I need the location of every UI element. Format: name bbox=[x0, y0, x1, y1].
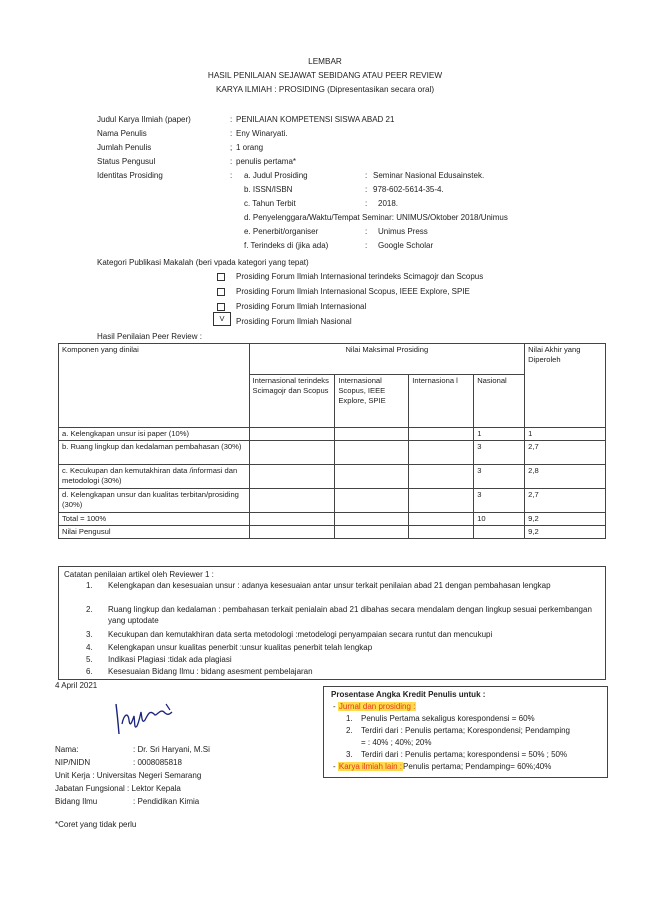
judul-value: PENILAIAN KOMPETENSI SISWA ABAD 21 bbox=[236, 115, 395, 124]
list-item bbox=[86, 667, 596, 676]
item-text: Kesesuaian Bidang Ilmu : bidang asesment pembelajaran bbox=[108, 667, 313, 676]
colon: : bbox=[365, 227, 368, 236]
row-akhir: 2,7 bbox=[525, 489, 606, 513]
kredit-title: Prosentase Angka Kredit Penulis untuk : bbox=[331, 690, 486, 699]
judul-label: Judul Karya Ilmiah (paper) bbox=[97, 115, 191, 124]
subheader-nasional: Nasional bbox=[474, 375, 525, 428]
nilai-akhir-header: Nilai Akhir yang Diperoleh bbox=[525, 344, 606, 428]
item-text: Ruang lingkup dan kedalaman : pembahasan terkait penialain abad 21 dibahas secara mendalam dengan lingkup sesuai perkembangan yang uptodate bbox=[108, 605, 592, 625]
issn-label: b. ISSN/ISBN bbox=[244, 185, 293, 194]
total-row bbox=[59, 513, 606, 526]
kredit-item-2-values: = : 40% ; 40%; 20% bbox=[361, 738, 432, 747]
tahun-label: c. Tahun Terbit bbox=[244, 199, 296, 208]
signature bbox=[110, 700, 180, 738]
reviewer-nip-value: : 0008085818 bbox=[133, 758, 182, 767]
item-number: 2. bbox=[346, 726, 353, 735]
row-komponen: c. Kecukupan dan kemutakhiran data /informasi dan metodologi (30%) bbox=[59, 465, 250, 489]
pengusul-akhir: 9,2 bbox=[525, 526, 606, 539]
row-nasional: 3 bbox=[474, 489, 525, 513]
penerbit-label: e. Penerbit/organiser bbox=[244, 227, 319, 236]
item-text: Indikasi Plagiasi :tidak ada plagiasi bbox=[108, 655, 232, 664]
karya-text: Penulis pertama; Pendamping= 60%;40% bbox=[403, 762, 552, 771]
item-number: 1. bbox=[86, 581, 93, 590]
subheader-internasional-scimagojr: Internasional terindeks Scimagojr dan Scopus bbox=[249, 375, 335, 428]
table-row bbox=[59, 489, 606, 513]
kategori-checkbox-2[interactable] bbox=[217, 288, 225, 296]
kredit-item-2: Terdiri dari : Penulis pertama; Korespondensi; Pendamping bbox=[361, 726, 571, 735]
table-row bbox=[59, 441, 606, 465]
colon: ; bbox=[230, 143, 233, 152]
penerbit-value: Unimus Press bbox=[378, 227, 428, 236]
colon: : bbox=[230, 157, 233, 166]
nilai-max-header: Nilai Maksimal Prosiding bbox=[249, 344, 525, 375]
colon: : bbox=[230, 171, 233, 180]
colon: : bbox=[230, 129, 233, 138]
row-komponen: b. Ruang lingkup dan kedalaman pembahasan (30%) bbox=[59, 441, 250, 465]
kategori-option-4: Prosiding Forum Ilmiah Nasional bbox=[236, 317, 352, 326]
status-value: penulis pertama* bbox=[236, 157, 297, 166]
reviewer-unit: Unit Kerja : Universitas Negeri Semarang bbox=[55, 771, 202, 780]
total-akhir: 9,2 bbox=[525, 513, 606, 526]
pengusul-label: Nilai Pengusul bbox=[59, 526, 250, 539]
item-number: 1. bbox=[346, 714, 353, 723]
identitas-label: Identitas Prosiding bbox=[97, 171, 163, 180]
row-komponen: a. Kelengkapan unsur isi paper (10%) bbox=[59, 428, 250, 441]
catatan-box bbox=[58, 566, 606, 680]
reviewer-jabatan: Jabatan Fungsional : Lektor Kepala bbox=[55, 784, 181, 793]
item-text: Kelengkapan unsur kualitas penerbit :unsur kualitas penerbit telah lengkap bbox=[108, 643, 373, 652]
reviewer-bidang-value: : Pendidikan Kimia bbox=[133, 797, 200, 806]
colon: : bbox=[365, 171, 368, 180]
results-table bbox=[58, 343, 606, 539]
subheader-internasional-scopus: Internasional Scopus, IEEE Explore, SPIE bbox=[335, 375, 409, 428]
row-akhir: 2,7 bbox=[525, 441, 606, 465]
item-number: 6. bbox=[86, 667, 93, 676]
kredit-item-3: Terdiri dari : Penulis pertama; korespondensi = 50% ; 50% bbox=[361, 750, 568, 759]
jurnal-label-row: - Jurnal dan prosiding : bbox=[333, 702, 416, 711]
kategori-checkbox-1[interactable] bbox=[217, 273, 225, 281]
list-item bbox=[86, 605, 596, 626]
judul-prosiding-label: a. Judul Prosiding bbox=[244, 171, 308, 180]
colon: : bbox=[365, 185, 368, 194]
jumlah-penulis-value: 1 orang bbox=[236, 143, 264, 152]
kategori-option-2: Prosiding Forum Ilmiah Internasional Scopus, IEEE Explore, SPIE bbox=[236, 287, 470, 296]
row-komponen: d. Kelengkapan unsur dan kualitas terbitan/prosiding (30%) bbox=[59, 489, 250, 513]
total-label: Total = 100% bbox=[59, 513, 250, 526]
row-nasional: 3 bbox=[474, 465, 525, 489]
issn-value: 978-602-5614-35-4. bbox=[373, 185, 444, 194]
karya-label: Karya ilmiah lain : bbox=[338, 762, 403, 771]
doc-subtitle: HASIL PENILAIAN SEJAWAT SEBIDANG ATAU PEER REVIEW bbox=[207, 71, 443, 80]
jurnal-label: Jurnal dan prosiding : bbox=[338, 702, 416, 711]
colon: : bbox=[365, 241, 368, 250]
item-text: Kelengkapan dan kesesuaian unsur : adanya kesesuaian antar unsur terkait penilaian abad 21 dengan pembahasan lengkap bbox=[108, 581, 551, 590]
terindeks-value: Google Scholar bbox=[378, 241, 434, 250]
total-nasional: 10 bbox=[474, 513, 525, 526]
kredit-item-1: Penulis Pertama sekaligus korespondensi = 60% bbox=[361, 714, 535, 723]
colon: : bbox=[230, 115, 233, 124]
list-item bbox=[86, 655, 596, 664]
kategori-option-1: Prosiding Forum Ilmiah Internasional terindeks Scimagojr dan Scopus bbox=[236, 272, 484, 281]
subheader-internasional: Internasiona l bbox=[409, 375, 474, 428]
row-nasional: 3 bbox=[474, 441, 525, 465]
footnote: *Coret yang tidak perlu bbox=[55, 820, 137, 829]
table-row bbox=[59, 465, 606, 489]
checkmark: V bbox=[219, 314, 225, 323]
item-text: Kecukupan dan kemutakhiran data serta metodologi :metodelogi penyampaian secara runtut dan mencukupi bbox=[108, 630, 493, 639]
kategori-checkbox-4[interactable] bbox=[213, 312, 231, 326]
pengusul-row bbox=[59, 526, 606, 539]
list-item bbox=[86, 643, 596, 652]
table-row bbox=[59, 428, 606, 441]
row-nasional: 1 bbox=[474, 428, 525, 441]
nama-penulis-label: Nama Penulis bbox=[97, 129, 147, 138]
item-number: 3. bbox=[346, 750, 353, 759]
kategori-option-3: Prosiding Forum Ilmiah Internasional bbox=[236, 302, 367, 311]
status-label: Status Pengusul bbox=[97, 157, 156, 166]
jumlah-penulis-label: Jumlah Penulis bbox=[97, 143, 152, 152]
reviewer-nama-value: : Dr. Sri Haryani, M.Si bbox=[133, 745, 210, 754]
kategori-title: Kategori Publikasi Makalah (beri vpada kategori yang tepat) bbox=[97, 258, 309, 267]
reviewer-nip-label: NIP/NIDN bbox=[55, 758, 91, 767]
reviewer-nama-label: Nama: bbox=[55, 745, 79, 754]
review-date: 4 April 2021 bbox=[55, 681, 98, 690]
tahun-value: 2018. bbox=[378, 199, 399, 208]
colon: : bbox=[365, 199, 368, 208]
kredit-box bbox=[323, 686, 608, 778]
karya-row: - Karya ilmiah lain :Penulis pertama; Pendamping= 60%;40% bbox=[333, 762, 552, 771]
item-number: 4. bbox=[86, 643, 93, 652]
terindeks-label: f. Terindeks di (jika ada) bbox=[244, 241, 329, 250]
penyelenggara-line: d. Penyelenggara/Waktu/Tempat Seminar: UNIMUS/Oktober 2018/Unimus bbox=[244, 213, 508, 222]
doc-title: LEMBAR bbox=[308, 57, 342, 66]
list-item bbox=[86, 581, 596, 592]
row-akhir: 1 bbox=[525, 428, 606, 441]
item-number: 2. bbox=[86, 605, 93, 614]
list-item bbox=[86, 630, 596, 639]
reviewer-bidang-label: Bidang Ilmu bbox=[55, 797, 98, 806]
item-number: 3. bbox=[86, 630, 93, 639]
doc-subtitle-2: KARYA ILMIAH : PROSIDING (Dipresentasikan secara oral) bbox=[215, 85, 435, 94]
judul-prosiding-value: Seminar Nasional Edusainstek. bbox=[373, 171, 485, 180]
kategori-checkbox-3[interactable] bbox=[217, 303, 225, 311]
catatan-title: Catatan penilaian artikel oleh Reviewer 1 : bbox=[64, 570, 214, 579]
item-number: 5. bbox=[86, 655, 93, 664]
row-akhir: 2,8 bbox=[525, 465, 606, 489]
hasil-title: Hasil Penilaian Peer Review : bbox=[97, 332, 202, 341]
nama-penulis-value: Eny Winaryati. bbox=[236, 129, 288, 138]
komponen-header: Komponen yang dinilai bbox=[59, 344, 250, 428]
